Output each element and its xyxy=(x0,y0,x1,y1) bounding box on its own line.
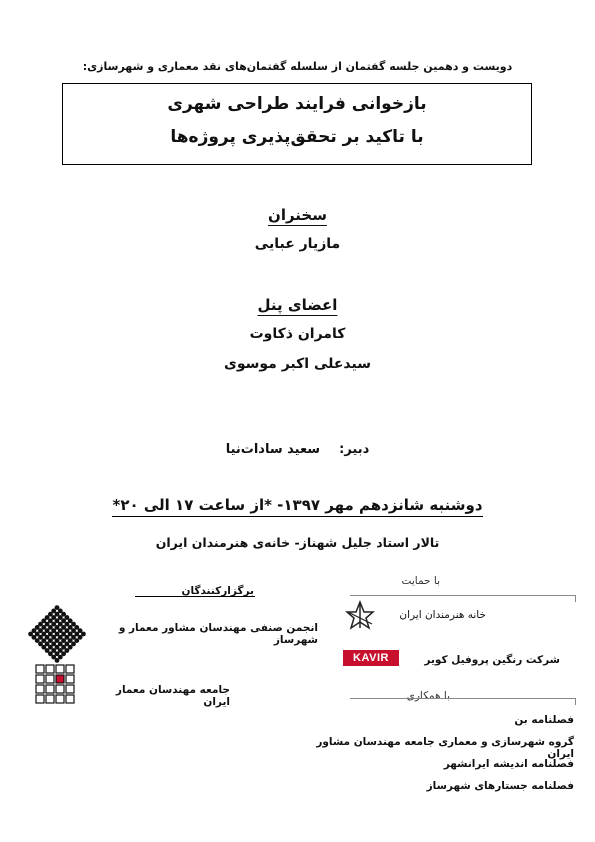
logo-square xyxy=(66,665,74,673)
logo-square xyxy=(66,685,74,693)
cooperation-item-1: فصلنامه بن xyxy=(514,714,574,726)
logo-square xyxy=(66,695,74,703)
moderator-label: دبیر: xyxy=(339,442,370,457)
square-grid-pattern xyxy=(36,665,74,703)
support-heading: با حمایت xyxy=(401,575,440,587)
logo-square xyxy=(46,685,54,693)
speaker-name: مازیار عبایی xyxy=(254,236,341,252)
organizers-heading: برگزارکنندگان xyxy=(181,585,254,597)
cooperation-item-3: فصلنامه اندیشه ایرانشهر xyxy=(443,758,574,770)
moderator-name: سعید سادات‌نیا xyxy=(225,442,321,457)
panel-member-2: سیدعلی اکبر موسوی xyxy=(224,356,371,372)
moderator xyxy=(0,442,595,457)
diamond-dot-pattern xyxy=(28,605,86,663)
organizer-logo-2 xyxy=(35,664,77,706)
panel-heading: اعضای پنل xyxy=(257,296,338,314)
cooperation-rule xyxy=(350,698,576,705)
series-line: دویست و دهمین جلسه گفتمان از سلسله گفتمان‌های نقد معماری و شهرسازی: xyxy=(82,60,513,73)
logo-square xyxy=(56,685,64,693)
logo-dot xyxy=(55,658,60,663)
logo-square xyxy=(36,695,44,703)
logo-square xyxy=(36,675,44,683)
support-rule xyxy=(350,595,576,602)
artists-house-logo xyxy=(345,600,375,630)
logo-square xyxy=(56,665,64,673)
panel-member-1: کامران ذکاوت xyxy=(249,326,346,342)
organizer-2: جامعه مهندسان معمار ایران xyxy=(115,684,230,708)
date-line xyxy=(0,496,595,514)
logo-square xyxy=(46,665,54,673)
logo-square xyxy=(56,675,64,683)
date-text: دوشنبه شانزدهم مهر ۱۳۹۷- *از ساعت ۱۷ الی ۲۰* xyxy=(112,496,482,517)
support-item-1: خانه هنرمندان ایران xyxy=(399,609,486,621)
speaker-heading: سخنران xyxy=(268,206,327,224)
venue: تالار استاد جلیل شهناز- خانه‌ی هنرمندان ایران xyxy=(155,535,440,550)
logo-square xyxy=(46,675,54,683)
support-item-2: شرکت رنگین پروفیل کویر xyxy=(424,654,560,666)
cooperation-heading: با همکاری xyxy=(406,690,450,702)
cooperation-item-2: گروه شهرسازی و معماری جامعه مهندسان مشاور ایران xyxy=(316,736,574,760)
title-line-2: با تاکید بر تحقق‌پذیری پروژه‌ها xyxy=(170,127,424,147)
logo-square xyxy=(36,665,44,673)
organizer-logo-1 xyxy=(26,603,88,665)
organizers-rule xyxy=(135,596,255,597)
kavir-logo: KAVIR xyxy=(343,650,399,666)
organizer-1: انجمن صنفی مهندسان مشاور معمار و شهرساز xyxy=(118,622,318,646)
logo-square xyxy=(56,695,64,703)
cooperation-item-4: فصلنامه جستارهای شهرساز xyxy=(426,780,574,792)
title-line-1: بازخوانی فرایند طراحی شهری xyxy=(167,94,427,114)
logo-square xyxy=(36,685,44,693)
title-box xyxy=(62,83,532,165)
logo-square xyxy=(46,695,54,703)
logo-square xyxy=(66,675,74,683)
